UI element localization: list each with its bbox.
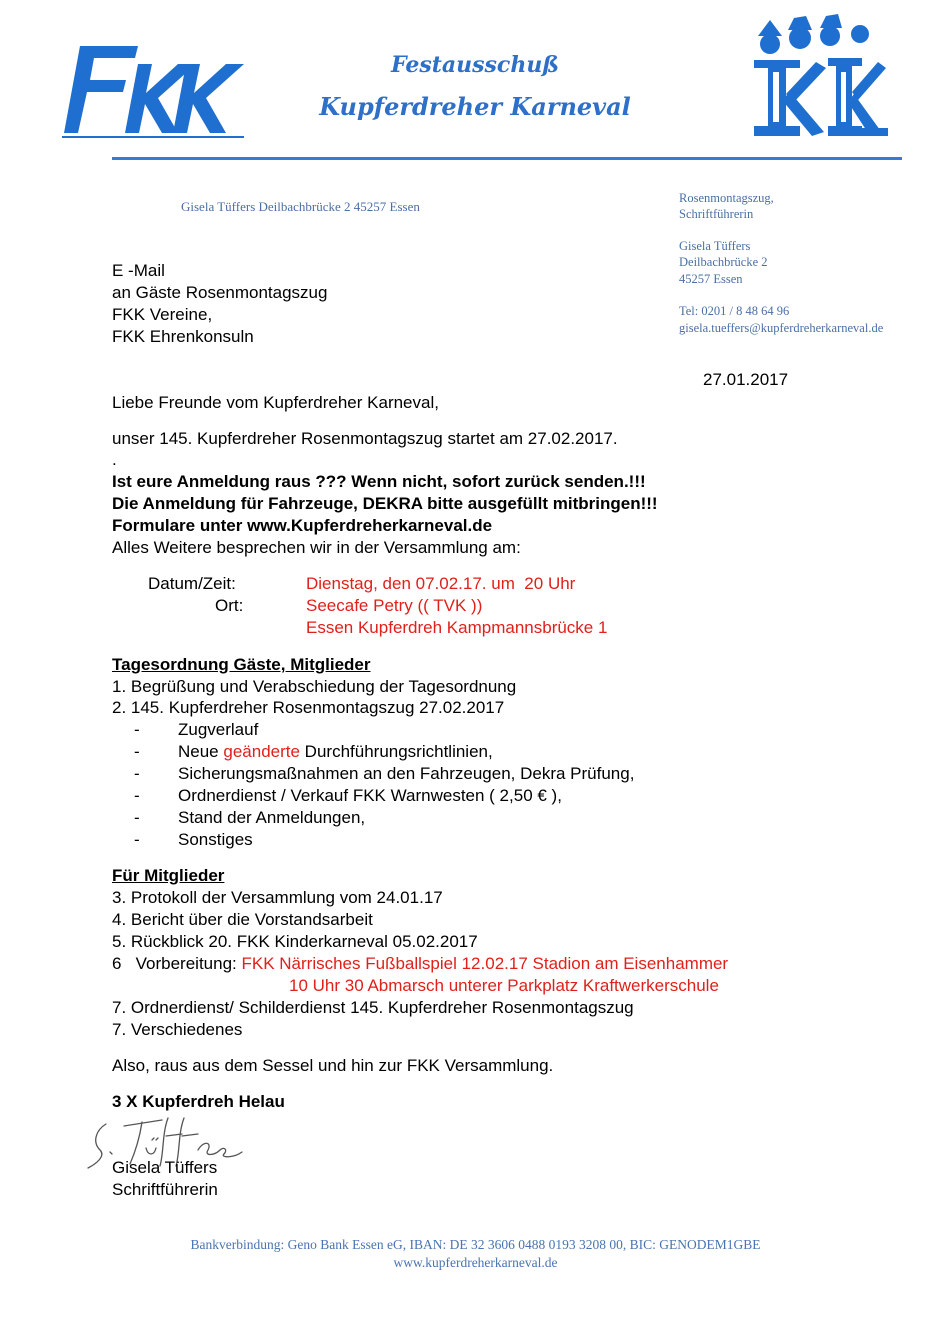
sender-line: Gisela Tüffers Deilbachbrücke 2 45257 Essen — [181, 199, 420, 214]
agenda-subitem — [134, 785, 562, 807]
agenda-subitem — [134, 719, 258, 741]
header-rule — [112, 157, 902, 160]
agenda-item: 1. Begrüßung und Verabschiedung der Tagesordnung — [112, 677, 517, 696]
header-title-line1: Festausschuß — [390, 52, 560, 78]
bold-notice: Formulare unter www.Kupferdreherkarneval.de — [112, 516, 493, 535]
fkk-logo-text: FKK — [58, 38, 60, 39]
subitem-text: Stand der Anmeldungen, — [178, 808, 366, 827]
members-item — [112, 953, 728, 975]
signature-role: Schriftführerin — [112, 1180, 218, 1199]
subitem-highlight: geänderte — [223, 742, 300, 761]
dot-line: . — [112, 450, 117, 469]
members-title: Für Mitglieder — [112, 866, 225, 885]
bold-notice: Die Anmeldung für Fahrzeuge, DEKRA bitte ausgefüllt mitbringen!!! — [112, 494, 658, 513]
meeting-date-label: Datum/Zeit: — [148, 574, 236, 593]
recipient-line: FKK Ehrenkonsuln — [112, 327, 254, 346]
sidebar-line2: Schriftführerin — [679, 207, 754, 221]
members-item: 4. Bericht über die Vorstandsarbeit — [112, 910, 373, 929]
sidebar-name: Gisela Tüffers — [679, 239, 751, 253]
fkk-logo — [58, 38, 246, 138]
dash: - — [134, 742, 140, 761]
bold-notice: Ist eure Anmeldung raus ??? Wenn nicht, sofort zurück senden.!!! — [112, 472, 646, 491]
dash: - — [134, 720, 140, 739]
agenda-subitem — [134, 763, 634, 785]
meeting-intro: Alles Weitere besprechen wir in der Versammlung am: — [112, 538, 521, 557]
meeting-date-value: Dienstag, den 07.02.17. um 20 Uhr — [306, 574, 576, 593]
subitem-text: Zugverlauf — [178, 720, 259, 739]
members-item: 7. Ordnerdienst/ Schilderdienst 145. Kupferdreher Rosenmontagszug — [112, 998, 634, 1017]
agenda-title: Tagesordnung Gäste, Mitglieder — [112, 655, 371, 674]
agenda-subitem — [134, 829, 253, 851]
members-item-highlight: 10 Uhr 30 Abmarsch unterer Parkplatz Kraftwerkerschule — [289, 976, 719, 995]
greeting: Liebe Freunde vom Kupferdreher Karneval, — [112, 393, 439, 412]
letter-date: 27.01.2017 — [703, 370, 789, 389]
dash: - — [134, 764, 140, 783]
meeting-place-address: Essen Kupferdreh Kampmannsbrücke 1 — [306, 618, 608, 637]
recipient-line: FKK Vereine, — [112, 305, 213, 324]
sidebar-email[interactable]: gisela.tueffers@kupferdreherkarneval.de — [679, 321, 884, 335]
footer-website-link[interactable]: www.kupferdreherkarneval.de — [393, 1255, 558, 1270]
agenda-item: 2. 145. Kupferdreher Rosenmontagszug 27.02.2017 — [112, 698, 505, 717]
sidebar-street: Deilbachbrücke 2 — [679, 255, 768, 269]
members-item: 5. Rückblick 20. FKK Kinderkarneval 05.02.2017 — [112, 932, 478, 951]
subitem-text: Sonstiges — [178, 830, 253, 849]
subitem-text: Neue — [178, 742, 224, 761]
subitem-text: Ordnerdienst / Verkauf FKK Warnwesten ( 2,50 € ), — [178, 786, 562, 805]
sidebar-city: 45257 Essen — [679, 272, 743, 286]
dash: - — [134, 786, 140, 805]
members-item-highlight: FKK Närrisches Fußballspiel 12.02.17 Stadion am Eisenhammer — [241, 954, 729, 973]
members-item: 7. Verschiedenes — [112, 1020, 243, 1039]
agenda-subitem — [134, 807, 365, 829]
recipient-line: an Gäste Rosenmontagszug — [112, 283, 328, 302]
kk-jester-logo — [748, 14, 890, 142]
meeting-place-value: Seecafe Petry (( TVK )) — [306, 596, 483, 615]
intro-text: unser 145. Kupferdreher Rosenmontagszug startet am 27.02.2017. — [112, 429, 618, 448]
sidebar-phone: Tel: 0201 / 8 48 64 96 — [679, 304, 790, 318]
header-title-line2: Kupferdreher Karneval — [319, 92, 631, 121]
subitem-text: Sicherungsmaßnahmen an den Fahrzeugen, Dekra Prüfung, — [178, 764, 635, 783]
sidebar-line1: Rosenmontagszug, — [679, 191, 774, 205]
helau-line: 3 X Kupferdreh Helau — [112, 1092, 285, 1111]
closing-text: Also, raus aus dem Sessel und hin zur FKK Versammlung. — [112, 1056, 554, 1075]
meeting-place-label: Ort: — [215, 596, 244, 615]
footer-bank: Bankverbindung: Geno Bank Essen eG, IBAN: DE 32 3606 0488 0193 3208 00, BIC: GENODEM1GBE — [190, 1237, 761, 1252]
kk-logo-text: KK — [748, 14, 750, 15]
members-item: 3. Protokoll der Versammlung vom 24.01.17 — [112, 888, 443, 907]
dash: - — [134, 808, 140, 827]
agenda-subitem — [134, 741, 493, 763]
signature-name: Gisela Tüffers — [112, 1158, 218, 1177]
members-item-prefix: 6 Vorbereitung: — [112, 954, 242, 973]
dash: - — [134, 830, 140, 849]
recipient-line: E -Mail — [112, 261, 165, 280]
subitem-text: Durchführungsrichtlinien, — [299, 742, 493, 761]
